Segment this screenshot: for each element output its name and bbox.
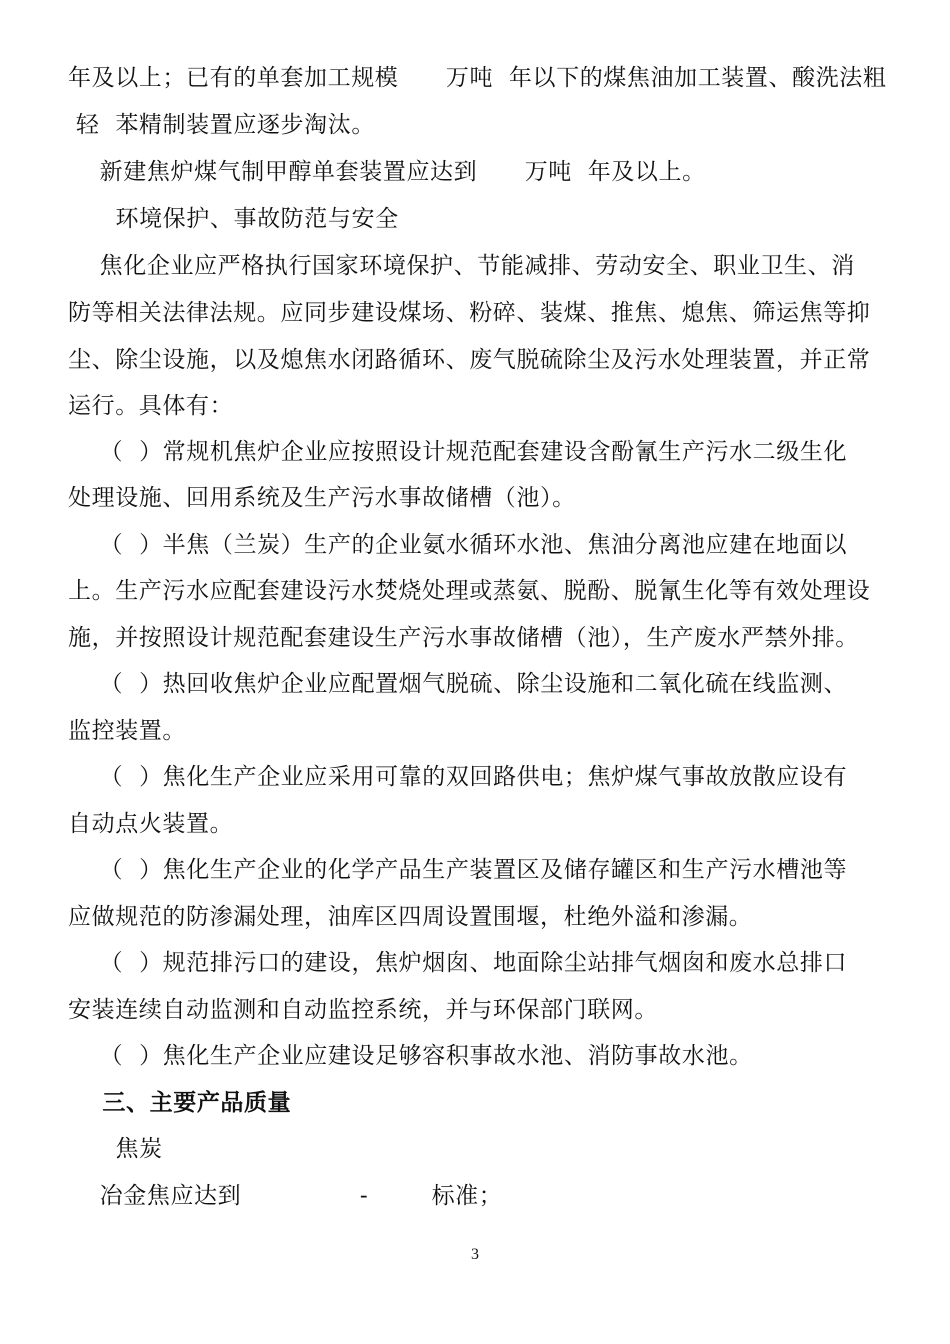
text-line: 监控装置。: [68, 718, 186, 744]
text-line: 施，并按照设计规范配套建设生产污水事故储槽（池），生产废水严禁外排。: [68, 625, 859, 651]
section-heading: 环境保护、事故防范与安全: [68, 206, 399, 232]
text-line: 焦化企业应严格执行国家环境保护、节能减排、劳动安全、职业卫生、消: [68, 253, 855, 279]
text-line: 年及以上；已有的单套加工规模 万吨 年以下的煤焦油加工装置、酸洗法粗: [68, 65, 887, 91]
text-line: 冶金焦应达到 - 标准；: [68, 1183, 503, 1209]
text-line: 尘、除尘设施，以及熄焦水闭路循环、废气脱硫除尘及污水处理装置，并正常: [68, 347, 871, 373]
text-line: 处理设施、回用系统及生产污水事故储槽（池）。: [68, 485, 576, 511]
text-line: 自动点火装置。: [68, 811, 234, 837]
text-line: 运行。具体有：: [68, 393, 234, 419]
text-line: 防等相关法律法规。应同步建设煤场、粉碎、装煤、推焦、熄焦、筛运焦等抑: [68, 300, 871, 326]
list-item: （ ）常规机焦炉企业应按照设计规范配套建设含酚氰生产污水二级生化: [68, 439, 848, 465]
list-item: （ ）焦化生产企业应采用可靠的双回路供电；焦炉煤气事故放散应设有: [68, 764, 848, 790]
text-line: 安装连续自动监测和自动监控系统，并与环保部门联网。: [68, 997, 658, 1023]
list-item: （ ）半焦（兰炭）生产的企业氨水循环水池、焦油分离池应建在地面以: [68, 532, 848, 558]
text-line: 上。生产污水应配套建设污水焚烧处理或蒸氨、脱酚、脱氰生化等有效处理设: [68, 578, 871, 604]
subsection-heading: 焦炭: [68, 1136, 163, 1162]
section-heading: 三、主要产品质量: [68, 1089, 292, 1116]
page-number: 3: [471, 1246, 479, 1263]
text-line: 轻 苯精制装置应逐步淘汰。: [68, 112, 375, 138]
text-line: 应做规范的防渗漏处理，油库区四周设置围堰，杜绝外溢和渗漏。: [68, 904, 753, 930]
text-line: 新建焦炉煤气制甲醇单套装置应达到 万吨 年及以上。: [68, 159, 706, 185]
list-item: （ ）热回收焦炉企业应配置烟气脱硫、除尘设施和二氧化硫在线监测、: [68, 671, 848, 697]
list-item: （ ）焦化生产企业的化学产品生产装置区及储存罐区和生产污水槽池等: [68, 857, 848, 883]
list-item: （ ）规范排污口的建设，焦炉烟囱、地面除尘站排气烟囱和废水总排口: [68, 950, 848, 976]
list-item: （ ）焦化生产企业应建设足够容积事故水池、消防事故水池。: [68, 1043, 753, 1069]
